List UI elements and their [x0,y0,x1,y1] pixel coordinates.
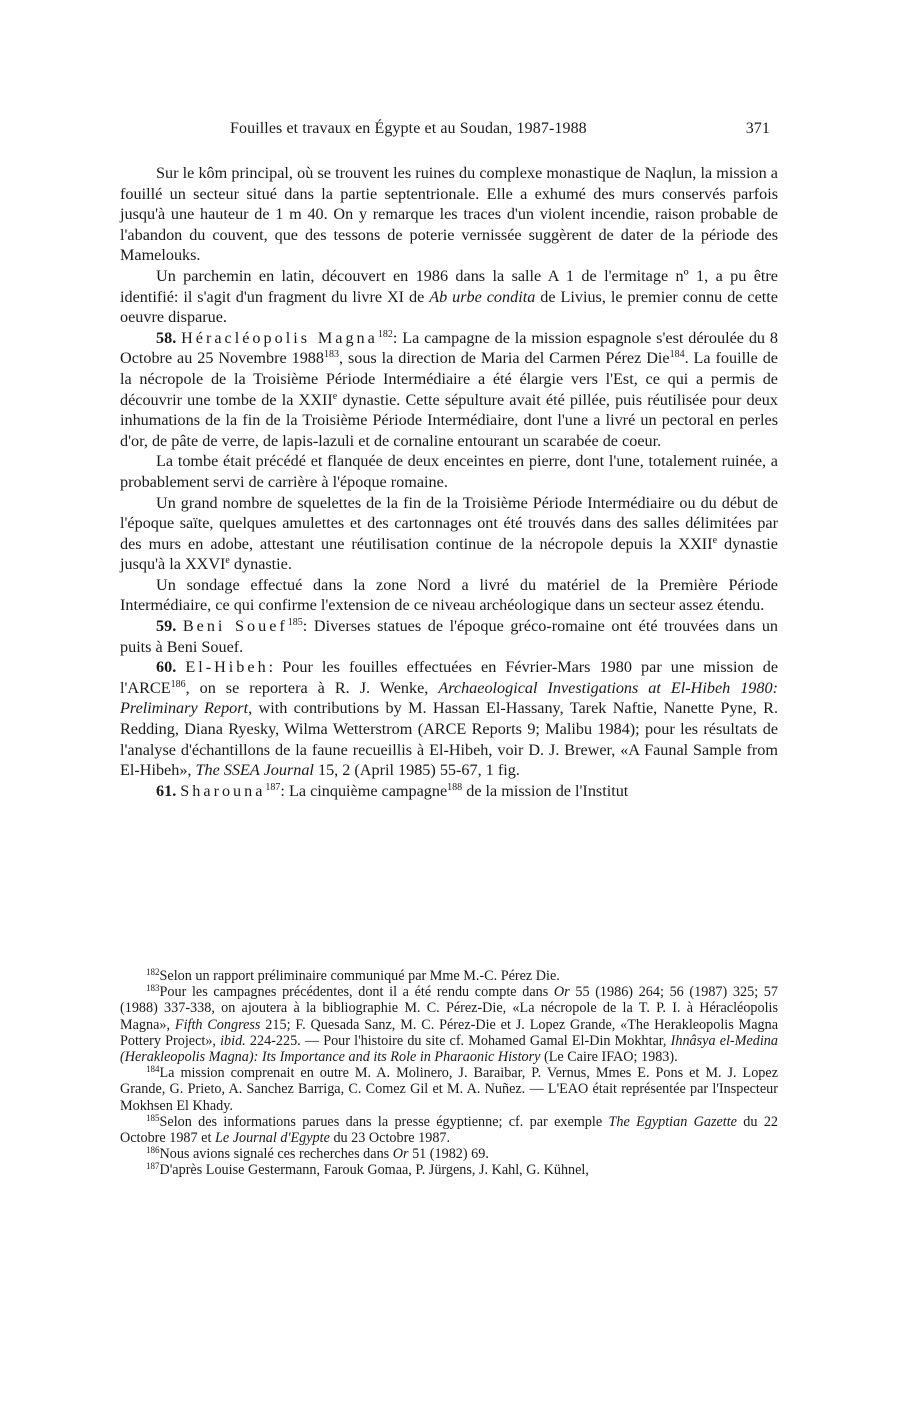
footnote-ref: 187 [265,781,281,793]
footnotes [120,968,778,1179]
site-name: Sharouna [180,781,266,800]
footnote-text: 51 (1982) 69. [408,1146,489,1163]
section-59 [120,616,778,657]
footnote-ref: 183 [323,349,339,361]
footnote-text: du 22 Octobre 1987 et [120,1113,779,1147]
footnote-number: 187 [146,1161,160,1172]
footnote-184 [120,1065,778,1114]
footnote-number: 186 [146,1145,160,1156]
site-name: Héracléopolis Magna [181,328,378,347]
footnote-187 [120,1162,778,1178]
footnote-text: Pour les campagnes précédentes, dont il a été rendu compte dans [159,984,554,1001]
superscript: e [712,534,718,546]
footnote-185 [120,1114,778,1146]
text-span: 15, 2 (April 1985) 55-67, 1 fig. [313,761,520,780]
italic-title: Or [553,984,570,1001]
footnote-186 [120,1146,778,1162]
text-span: dynastie jusqu'à la XXVI [120,534,778,574]
section-58 [120,328,778,452]
text-span: : Pour les fouilles effectuées en Février-Mars 1980 par une mission de l'ARCE [120,658,779,697]
text-span: dynastie. Cette sépulture avait été pillée, puis réutilisée pour deux inhumations de la fin de la Troisième Période Intermédiaire, dont l'une a livré un pectoral en perles d'or, de pâte de verre, de lapis-lazuli et de cornaline entourant un scarabée de coeur. [120,390,778,450]
italic-title: Le Journal d'Egypte [214,1130,330,1147]
footnote-text: 215; F. Quesada Sanz, M. C. Pérez-Die et J. Lopez Grande, «The Herakleopolis Magna Pottery Project», [120,1016,778,1049]
footnote-ref: 188 [447,781,463,793]
footnote-number: 183 [146,983,160,994]
running-title: Fouilles et travaux en Égypte et au Soudan, 1987-1988 [230,120,587,137]
footnote-182 [120,968,778,984]
text-span: . La fouille de la nécropole de la Troisième Période Intermédiaire a été élargie vers l'Est, ce qui a permis de découvrir une tombe de la XXII [120,349,778,409]
paragraph-skeletons [120,493,778,575]
text-span: Un grand nombre de squelettes de la fin de la Troisième Période Intermédiaire ou du début de l'époque saïte, quelques amulettes et des cartonnages ont été trouvés dans des salles délimitées par des murs en adobe, attestant une réutilisation continue de la nécropole depuis la XXII [120,493,778,553]
site-name: Beni Souef [182,617,288,636]
text-span: with contributions by M. Hassan El-Hassany, Tarek Naftie, Nanette Pyne, R. Redding, Diana Ryesky, Wilma Wetterstrom (ARCE Reports 9; Malibu 1984); pour les résultats de l'analyse d'échantillons de la faune recueillis à El-Hibeh, voir D. J. Brewer, «A Faunal Sample from El-Hibeh», [120,699,778,780]
section-number: 61. [156,781,177,800]
footnote-number: 185 [146,1112,160,1123]
text-span: , on se reportera à R. J. Wenke, [185,678,439,697]
paragraph-tomb: La tombe était précédé et flanquée de deux enceintes en pierre, dont l'une, totalement ruinée, a probablement servi de carrière à l'époque romaine. [120,452,778,491]
footnote-text: (Le Caire IFAO; 1983). [540,1049,678,1066]
italic-title: Ihnâsya el-Medina (Herakleopolis Magna): Its Importance and its Role in Pharaonic History [120,1032,778,1066]
text-span: : La cinquième campagne [280,781,448,800]
superscript: e [332,390,338,402]
page-number: 371 [745,120,770,137]
text-span: Un parchemin en latin, découvert en 1986 dans la salle A 1 de l'ermitage nº 1, a pu être identifié: il s'agit d'un fragment du livre XI de [120,266,778,306]
footnote-text: 55 (1986) 264; 56 (1987) 325; 57 (1988) 337-338, on ajoutera à la bibliographie M. C. Pérez-Die, «La nécropole de la T. P. I. à Héracléopolis Magna», [120,984,778,1033]
italic-title: Archaeological Investigations at El-Hibeh 1980: Preliminary Report, [120,678,778,718]
footnote-ref: 185 [287,617,303,629]
italic-title: Or [392,1146,409,1163]
footnote-text: D'après Louise Gestermann, Farouk Gomaa, P. Jürgens, J. Kahl, G. Kühnel, [159,1162,589,1179]
text-span: dynastie. [229,555,292,574]
footnote-ref: 186 [170,678,186,690]
paragraph-naqlun: Sur le kôm principal, où se trouvent les ruines du complexe monastique de Naqlun, la mission a fouillé un secteur situé dans la partie septentrionale. Elle a exhumé des murs conservés parfois jusqu'à une hauteur de 1 m 40. On y remarque les traces d'un violent incendie, raison probable de l'abandon du couvent, que des tessons de poterie vernissée suggèrent de dater de la période des Mamelouks. [120,164,778,265]
paragraph-parchment [120,266,778,328]
footnote-text: Selon des informations parues dans la presse égyptienne; cf. par exemple [159,1113,609,1130]
footnote-number: 182 [146,967,160,977]
footnote-text: La mission comprenait en outre M. A. Molinero, J. Baraibar, P. Vernus, Mmes E. Pons et M. J. Lopez Grande, G. Prieto, A. Sanchez Barriga, C. Comez Gil et M. A. Nuñez. — L'EAO était représentée par l'Inspecteur Mokhsen El Khady. [120,1065,778,1114]
footnote-183 [120,984,778,1065]
italic-title: Ab urbe condita [429,287,536,306]
text-span: : Diverses statues de l'époque gréco-romaine ont été trouvées dans un puits à Beni Souef. [120,617,779,656]
section-60 [120,657,778,781]
footnote-ref: 184 [669,349,685,361]
footnote-text: 224-225. — Pour l'histoire du site cf. Mohamed Gamal El-Din Mokhtar, [245,1032,671,1049]
footnote-text: Selon un rapport préliminaire communiqué par Mme M.-C. Pérez Die. [159,968,560,984]
text-span: de la mission de l'Institut [462,781,629,800]
footnote-text: Nous avions signalé ces recherches dans [159,1146,393,1163]
italic-title: Fifth Congress [174,1016,261,1033]
italic-title: The Egyptian Gazette [608,1113,737,1130]
section-number: 58. [156,328,177,347]
italic-title: ibid. [220,1032,246,1049]
body-text [120,163,778,801]
italic-title: The SSEA Journal [195,761,314,780]
footnote-number: 184 [146,1064,160,1075]
text-span: de Livius, le premier connu de cette oeuvre disparue. [120,287,778,327]
section-number: 60. [156,658,177,677]
section-61 [120,781,778,802]
footnote-ref: 182 [377,328,393,340]
text-span: : La campagne de la mission espagnole s'est déroulée du 8 Octobre au 25 Novembre 1988 [120,328,778,368]
footnote-text: du 23 Octobre 1987. [329,1130,451,1147]
text-span: , sous la direction de Maria del Carmen Pérez Die [338,349,670,368]
superscript: e [225,555,230,567]
paragraph-sondage: Un sondage effectué dans la zone Nord a livré du matériel de la Première Période Intermédiaire, ce qui confirme l'extension de ce niveau archéologique dans un secteur assez étendu. [120,575,778,615]
site-name: El-Hibeh [185,658,269,677]
section-number: 59. [156,617,177,636]
